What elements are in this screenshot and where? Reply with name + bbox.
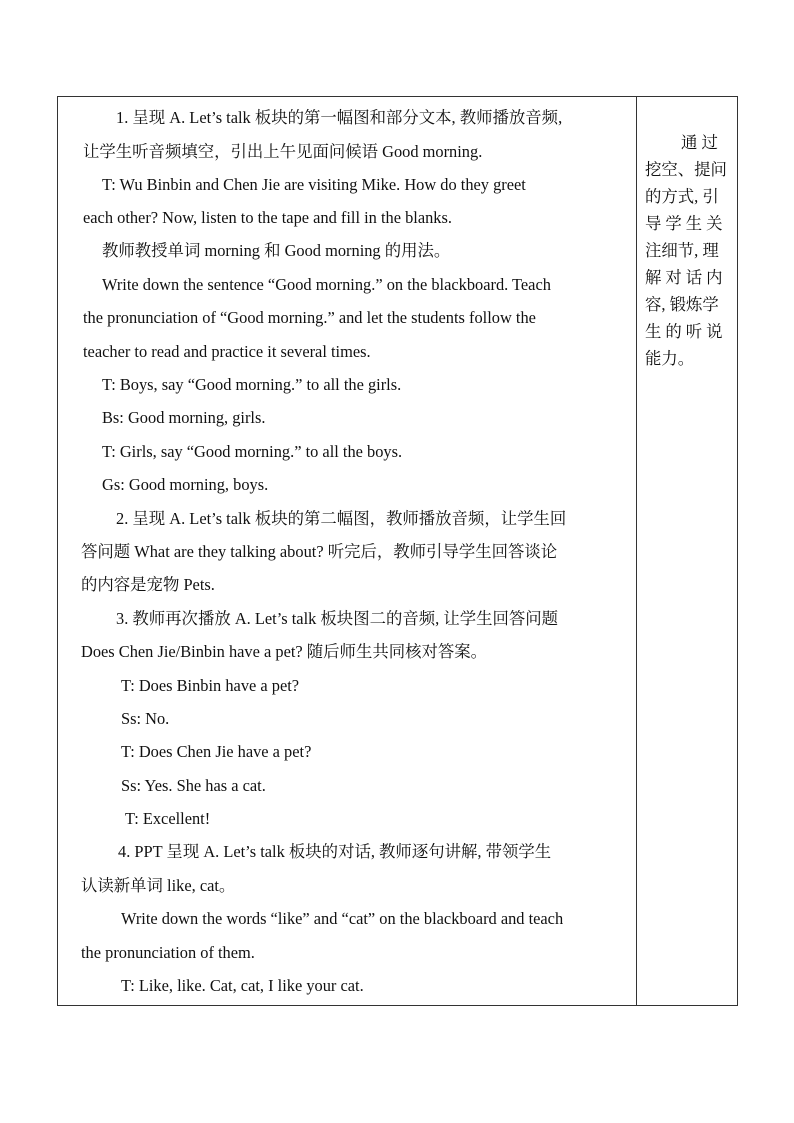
text-line: Write down the sentence “Good morning.” on the blackboard. Teach [102,275,551,294]
text-line: 答问题 What are they talking about? 听完后，教师引导学生回答谈论 [81,542,558,561]
text-line: Write down the words “like” and “cat” on the blackboard and teach [121,909,564,928]
text-line: Bs: Good morning, girls. [102,408,266,427]
lesson-table [57,96,738,1006]
text-line: T: Does Binbin have a pet? [121,676,300,695]
purpose-cell [637,97,737,1005]
text-line: the pronunciation of them. [81,943,255,962]
text-line: 3. 教师再次播放 A. Let’s talk 板块图二的音频, 让学生回答问题 [116,609,559,628]
text-line: 让学生听音频填空，引出上午见面问候语 Good morning. [83,142,483,161]
side-text-line: 的方式, 引 [645,187,719,206]
text-line: Ss: No. [121,709,170,728]
side-text-line: 能力。 [645,349,695,368]
side-text-line: 容, 锻炼学 [645,295,719,314]
procedure-cell [58,97,636,1005]
side-text-line: 注细节, 理 [645,241,719,260]
text-line: 认读新单词 like, cat。 [81,876,236,895]
text-line: 的内容是宠物 Pets. [81,575,215,594]
text-line: Gs: Good morning, boys. [102,475,269,494]
text-line: T: Does Chen Jie have a pet? [121,742,312,761]
text-line: teacher to read and practice it several times. [83,342,371,361]
text-line: the pronunciation of “Good morning.” and let the students follow the [83,308,536,327]
side-text-line: 导学生关 [645,214,727,233]
text-line: T: Boys, say “Good morning.” to all the girls. [102,375,402,394]
side-text-line: 生的听说 [645,322,727,341]
text-line: T: Girls, say “Good morning.” to all the boys. [102,442,403,461]
text-line: 教师教授单词 morning 和 Good morning 的用法。 [102,241,451,260]
text-line: T: Like, like. Cat, cat, I like your cat. [121,976,364,995]
side-text-line: 挖空、提问 [645,160,727,179]
text-line: each other? Now, listen to the tape and fill in the blanks. [83,208,452,227]
text-line: T: Excellent! [125,809,211,828]
text-line: 1. 呈现 A. Let’s talk 板块的第一幅图和部分文本, 教师播放音频, [116,108,563,127]
text-line: Does Chen Jie/Binbin have a pet? 随后师生共同核对答案。 [81,642,488,661]
text-line: Ss: Yes. She has a cat. [121,776,266,795]
side-text-line: 通 过 [681,133,718,152]
side-text-line: 解对话内 [645,268,727,287]
text-line: T: Wu Binbin and Chen Jie are visiting Mike. How do they greet [102,175,526,194]
text-line: 4. PPT 呈现 A. Let’s talk 板块的对话, 教师逐句讲解, 带领学生 [118,842,552,861]
text-line: 2. 呈现 A. Let’s talk 板块的第二幅图，教师播放音频，让学生回 [116,509,567,528]
